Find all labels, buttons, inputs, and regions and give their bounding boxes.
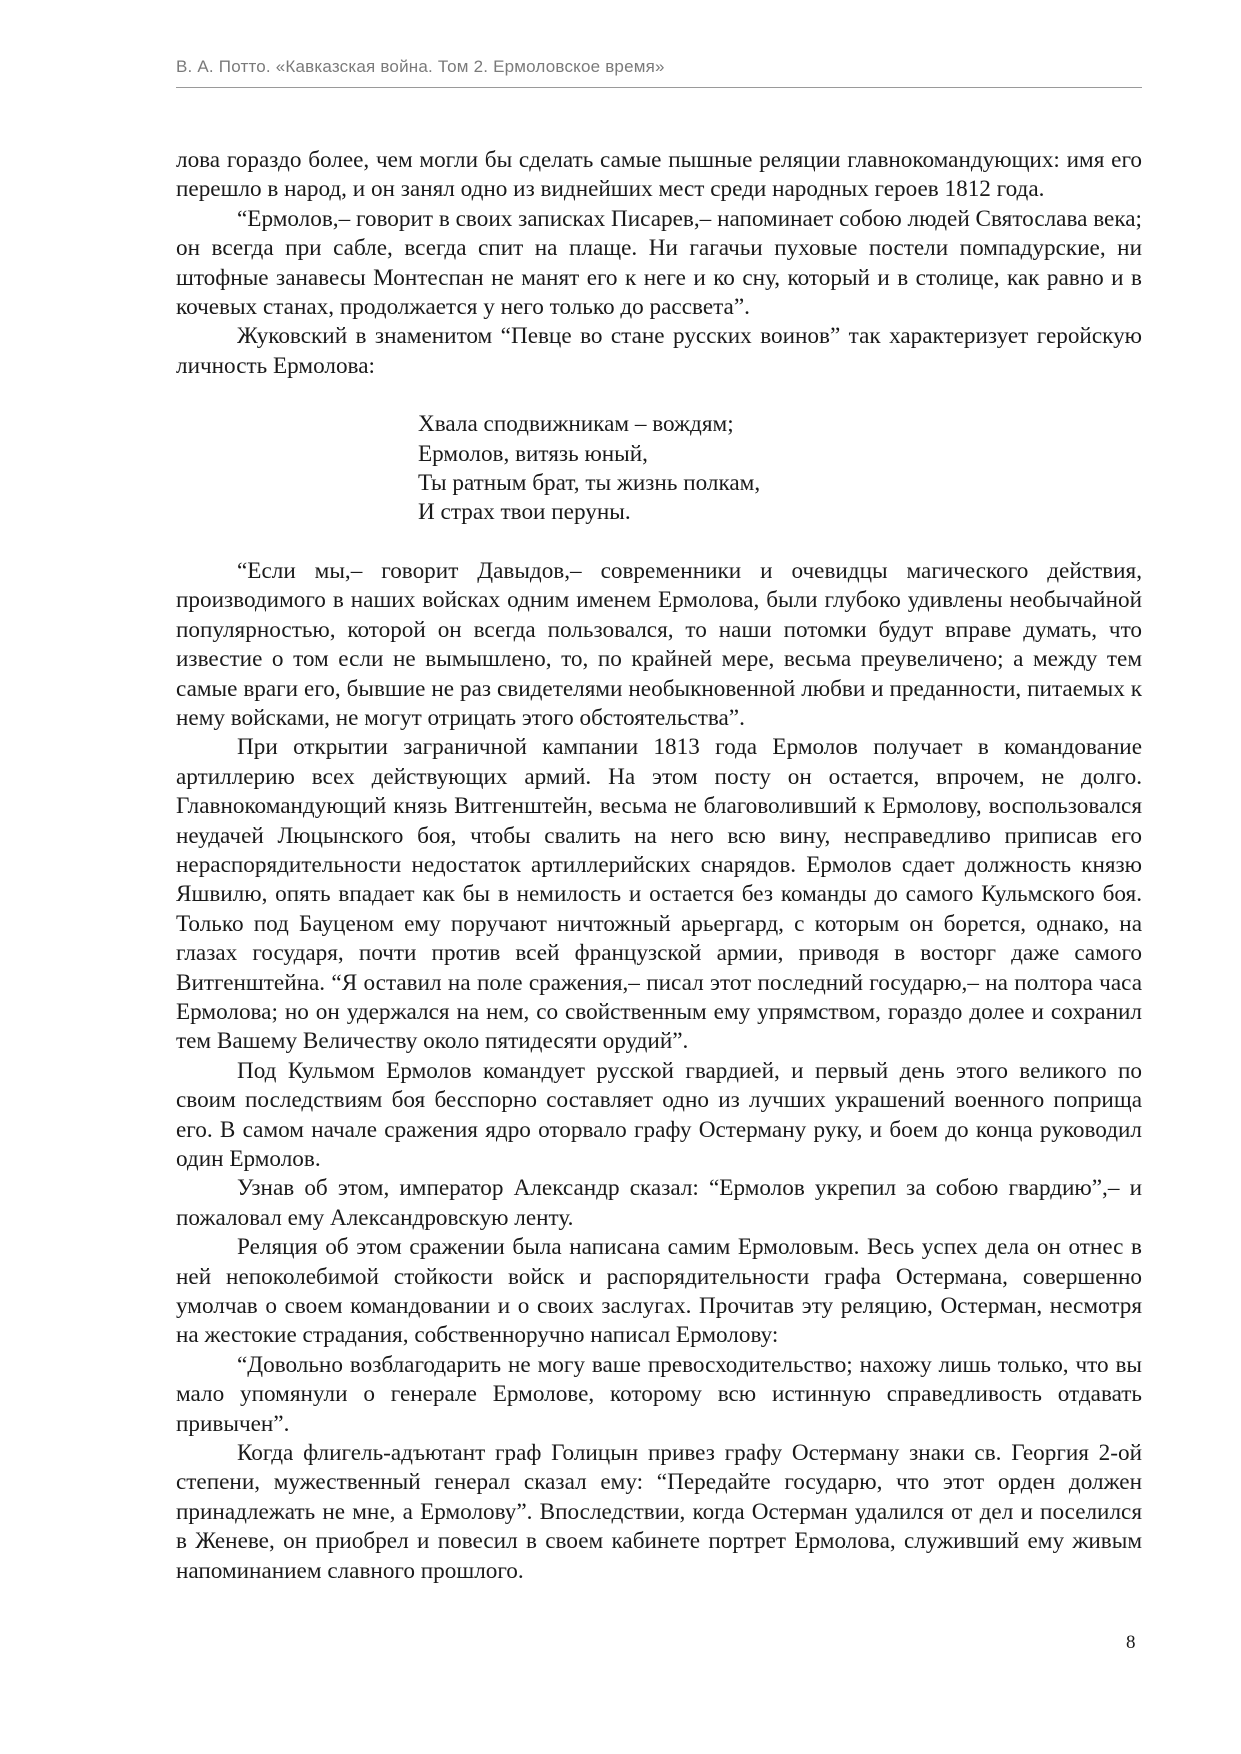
paragraph-golitsyn: Когда флигель-адъютант граф Голицын привез графу Остерману знаки св. Георгия 2-ой степени, мужественный генерал сказал ему: “Передайте государю, что этот орден должен принадлежать не мне, а Ермолову”. Впоследствии, когда Остерман удалился от дел и поселился в Женеве, он приобрел и повесил в своем кабинете портрет Ермолова, служивший ему живым напоминанием славного прошлого. — [176, 1440, 1142, 1584]
paragraph-davydov-quote: “Если мы,– говорит Давыдов,– современники и очевидцы магического действия, производимого в наших войсках одним именем Ермолова, были глубоко удивлены необычайной популярностью, которой он всегда пользовался, то наши потомки будут вправе думать, что известие о том если не вымышлено, то, по крайней мере, весьма преувеличено; а между тем самые враги его, бывшие не раз свидетелями необыкновенной любви и преданности, питаемых к нему войсками, не могут отрицать этого обстоятельства”. — [176, 557, 1142, 731]
paragraph-campaign-1813: При открытии заграничной кампании 1813 года Ермолов получает в командование артиллерию всех действующих армий. На этом посту он остается, впрочем, не долго. Главнокомандующий князь Витгенштейн, весьма не благоволивший к Ермолову, воспользовался неудачей Люцынского боя, чтобы свалить на него всю вину, несправедливо приписав его нераспорядительности недостаток артиллерийских снарядов. Ермолов сдает должность князю Яшвилю, опять впадает как бы в немилость и остается без команды до самого Кульмского боя. Только под Бауценом ему поручают ничтожный арьергард, с которым он борется, однако, на глазах государя, почти против всей французской армии, приводя в восторг даже самого Витгенштейна. “Я оставил на поле сражения,– писал этот последний государю,– на полтора часа Ермолова; но он удержался на нем, со свойственным ему упрямством, гораздо долее и сохранил тем Вашему Величеству около пятидесяти орудий”. — [176, 734, 1142, 1055]
paragraph-zhukovsky-intro: Жуковский в знаменитом “Певце во стане русских воинов” так характеризует геройскую личность Ермолова: — [176, 323, 1142, 379]
poem-line: Хвала сподвижникам – вождям; — [418, 411, 734, 438]
poem-line: Ермолов, витязь юный, — [418, 440, 648, 467]
poem-line: Ты ратным брат, ты жизнь полкам, — [418, 470, 761, 497]
paragraph-kulm: Под Кульмом Ермолов командует русской гвардией, и первый день этого великого по своим последствиям боя бесспорно составляет одно из лучших украшений военного поприща его. В самом начале сражения ядро оторвало графу Остерману руку, и боем до конца руководил один Ермолов. — [176, 1057, 1142, 1172]
paragraph-pisarev-quote: “Ермолов,– говорит в своих записках Писарев,– напоминает собою людей Святослава века; он всегда при сабле, всегда спит на плаще. Ни гагачьи пуховые постели помпадурские, ни штофные занавесы Монтеспан не манят его к неге и ко сну, который и в столице, как равно и в кочевых станах, продолжается у него только до рассвета”. — [176, 205, 1142, 321]
header-divider — [176, 87, 1142, 88]
paragraph-osterman-letter: “Довольно возблагодарить не могу ваше превосходительство; нахожу лишь только, что вы мало упомянули о генерале Ермолове, которому всю истинную справедливость отдавать привычен”. — [176, 1351, 1142, 1437]
running-header: В. А. Потто. «Кавказская война. Том 2. Ермоловское время» — [176, 57, 665, 76]
paragraph-relation: Реляция об этом сражении была написана самим Ермоловым. Весь успех дела он отнес в ней непоколебимой стойкости войск и распорядительности графа Остермана, совершенно умолчав о своем командовании и о своих заслугах. Прочитав эту реляцию, Остерман, несмотря на жестокие страдания, собственноручно написал Ермолову: — [176, 1234, 1142, 1349]
poem-line: И страх твои перуны. — [418, 499, 631, 526]
paragraph-emperor-alexander: Узнав об этом, император Александр сказал: “Ермолов укрепил за собою гвардию”,– и пожаловал ему Александровскую ленту. — [176, 1175, 1142, 1231]
poem-stanza — [418, 410, 1142, 528]
page-number: 8 — [1126, 1632, 1136, 1653]
paragraph-continuation: лова гораздо более, чем могли бы сделать самые пышные реляции главнокомандующих: имя его перешло в народ, и он занял одно из виднейших мест среди народных героев 1812 года. — [176, 147, 1142, 203]
page-body — [176, 146, 1142, 1586]
